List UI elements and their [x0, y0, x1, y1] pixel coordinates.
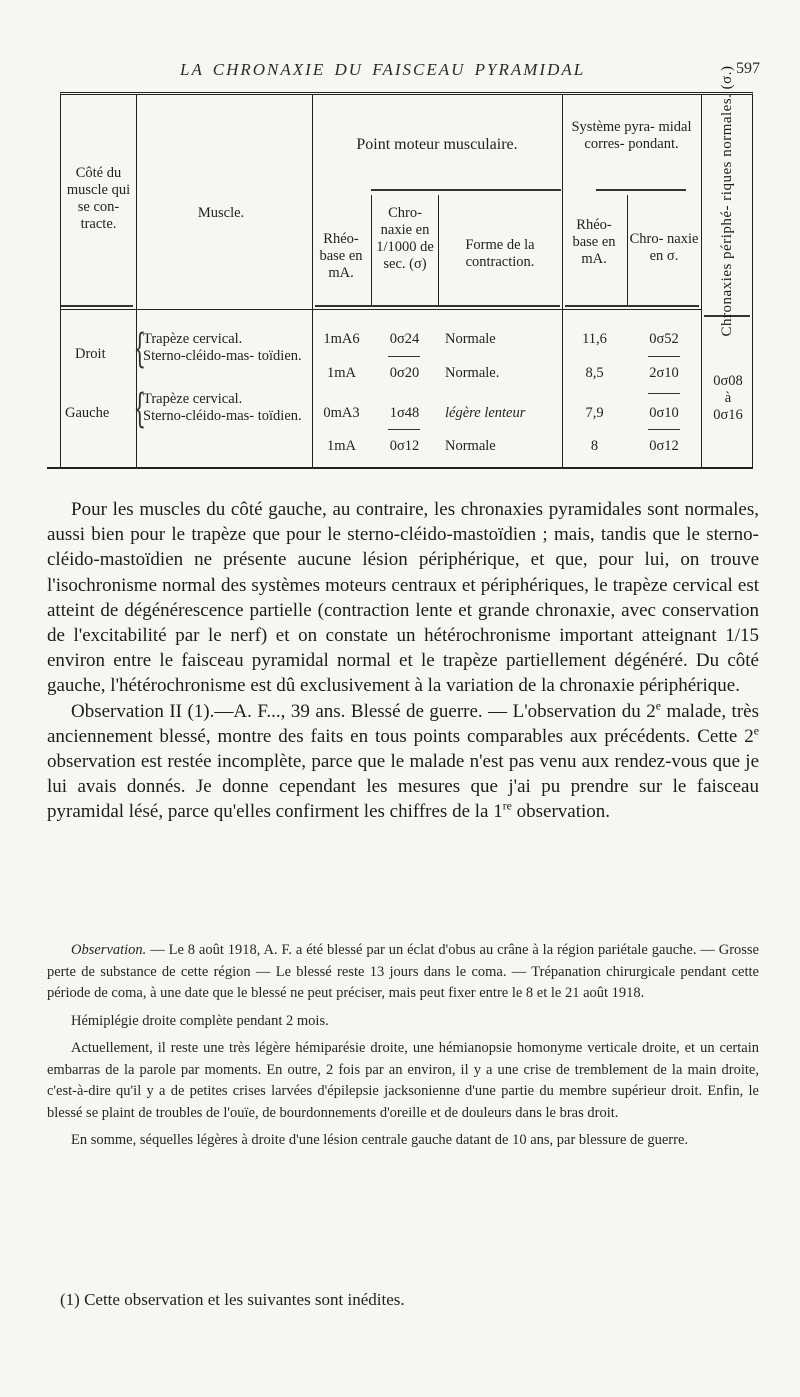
pyr-rheobase-cell: 7,9	[585, 405, 604, 421]
pyr-rheobase-cell: 8,5	[585, 365, 604, 381]
paragraph-2: Observation II (1).—A. F..., 39 ans. Blessé de guerre. — L'observation du 2e malade, très anciennement blessé, montre des faits en tous points comparables aux précédents. Cette 2e observation est restée incomplète, parce que le malade n'est pas venu aux rendez-vous que je lui avais donnés. Je donne cependant les mesures que j'ai pu prendre sur le faisceau pyramidal lésé, parce qu'elles confirment les chiffres de la 1re observation.	[47, 699, 759, 823]
footnote: (1) Cette observation et les suivantes sont inédites.	[60, 1290, 405, 1309]
rheobase-cell: 0mA3	[323, 405, 360, 421]
pyr-chronaxie-cell: 0σ12	[649, 438, 679, 454]
rheobase-cell: 1mA	[327, 438, 356, 454]
chronaxie-cell: 1σ48	[389, 405, 420, 421]
header-rheobase: Rhéo- base en mA.	[319, 231, 363, 281]
form-cell: Normale	[445, 331, 496, 347]
header-pyramidal-system: Système pyra- midal corres- pondant.	[571, 119, 692, 152]
observation-notes	[47, 940, 759, 1158]
note-1: Observation. — Le 8 août 1918, A. F. a été blessé par un éclat d'obus au crâne à la région pariétale gauche. — Grosse perte de substance de cette région — Le blessé reste 13 jours dans le coma. — Trépanation chirurgicale pendant cette période de coma, à une date que le blessé ne peut préciser, mais peut fixer entre le 8 et le 21 août 1918.	[47, 942, 759, 1001]
muscle-cell: Trapèze cervical.	[143, 331, 243, 347]
form-cell: Normale.	[445, 365, 500, 381]
muscle-cell: Sterno-cléido-mas- toïdien.	[143, 408, 302, 424]
chronaxie-cell: 0σ12	[389, 438, 420, 454]
running-header	[0, 60, 800, 82]
side-left: Gauche	[65, 405, 110, 421]
note-2: Hémiplégie droite complète pendant 2 mois.	[71, 1012, 329, 1029]
page-number: 597	[736, 60, 760, 77]
muscle-cell: Trapèze cervical.	[143, 391, 243, 407]
form-cell: légère lenteur	[445, 405, 526, 421]
pyr-rheobase-cell: 8	[590, 438, 599, 454]
chronaxie-cell: 0σ20	[389, 365, 420, 381]
paragraph-1: Pour les muscles du côté gauche, au contraire, les chronaxies pyramidales sont normales, aussi bien pour le trapèze que pour le sterno-cléido-mastoïdien ; mais, tandis que le sterno-cléido-mastoïdien ne présente aucune lésion périphérique, et que, pour lui, on trouve l'isochronisme normal des systèmes moteurs centraux et périphériques, le trapèze cervical est atteint de dégénérescence partielle (contraction lente et grande chronaxie, avec conservation de l'excitabilité par le nerf) et on constate un hétérochronisme important atteignant 1/15 environ entre le faisceau pyramidal normal et le trapèze partiellement dégénéré. Du côté gauche, l'hétérochronisme est dû exclusivement à la variation de la chronaxie périphérique.	[47, 499, 759, 697]
header-muscle: Muscle.	[197, 205, 245, 221]
running-title: LA CHRONAXIE DU FAISCEAU PYRAMIDAL	[180, 60, 586, 79]
peripheral-high: 0σ16	[713, 407, 743, 423]
note-3: Actuellement, il reste une très légère hémiparésie droite, une hémianopsie homonyme verticale droite, et un certain embarras de la parole par moments. En outre, 2 fois par an environ, il y a une crise de tremblement de la main droite, c'est-à-dire qu'il y a de petites crises larvées d'épilepsie jacksonienne d'une partie du membre supérieur droit. Enfin, le blessé se plaint de troubles de l'ouïe, de bourdonnements d'oreille et de douleurs dans le bras droit.	[47, 1040, 759, 1121]
pyr-rheobase-cell: 11,6	[582, 331, 607, 347]
pyr-chronaxie-cell: 0σ10	[649, 405, 679, 421]
peripheral-low: 0σ08	[713, 373, 743, 389]
header-peripheral-normal: Chronaxies périphé- riques normales. (σ.)	[719, 65, 735, 337]
chronaxie-cell: 0σ24	[389, 331, 420, 347]
header-pyr-rheobase: Rhéo- base en mA.	[572, 217, 616, 267]
pyr-chronaxie-cell: 0σ52	[649, 331, 679, 347]
note-4: En somme, séquelles légères à droite d'une lésion centrale gauche datant de 10 ans, par blessure de guerre.	[71, 1132, 689, 1148]
chronaxie-table: Côté du muscle qui se con- tracte. Muscle. Point moteur musculaire. Rhéo- base en mA. Chro- naxie en 1/1000 de sec. (σ) Forme de la contraction. Système pyra- midal corres- pondant. Rhéo- base en mA. Chro- naxie en σ. Chronaxies périphé- riques normales. (σ.) Droit { Trapèze cervical. Sterno-cléido-mas- toïdien. 1mA6 0σ24 Normale 11,6 0σ52 1mA 0σ20 Normale. 8,5 2σ10 Gauche { Trapèze cervical. Sterno-cléido-mas- toïdien. 0mA3 1σ48 légère lenteur 7,9 0σ10 1mA 0σ12 Normale 8 0σ12 0σ08 à 0σ16	[60, 92, 753, 469]
header-pyr-chronaxie: Chro- naxie en σ.	[629, 231, 699, 264]
peripheral-mid: à	[724, 390, 732, 406]
header-side: Côté du muscle qui se con- tracte.	[66, 165, 131, 232]
body-text	[47, 497, 759, 825]
table-bottom-rule	[47, 467, 753, 469]
form-cell: Normale	[445, 438, 496, 454]
header-motor-point: Point moteur musculaire.	[356, 136, 518, 153]
side-right: Droit	[75, 346, 106, 362]
header-chronaxie: Chro- naxie en 1/1000 de sec. (σ)	[376, 205, 434, 272]
rheobase-cell: 1mA	[327, 365, 356, 381]
muscle-cell: Sterno-cléido-mas- toïdien.	[143, 348, 302, 364]
pyr-chronaxie-cell: 2σ10	[649, 365, 679, 381]
rheobase-cell: 1mA6	[323, 331, 360, 347]
header-contraction-form: Forme de la contraction.	[465, 237, 535, 270]
